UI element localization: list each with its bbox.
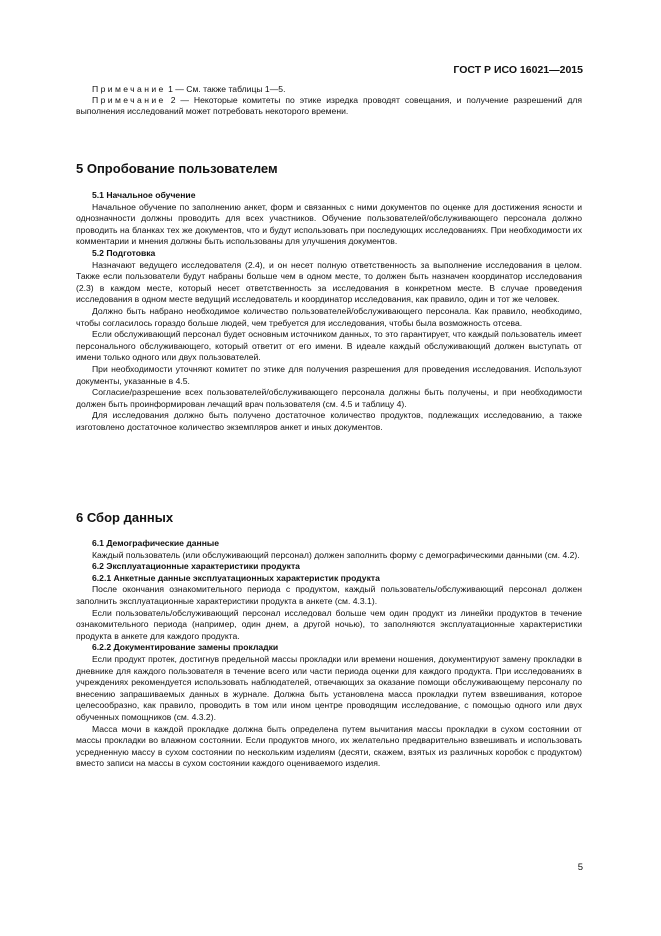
paragraph: Назначают ведущего исследователя (2.4), и он несет полную ответственность за выполнение исследования в целом. Также если пользователи будут набраны больше чем в одном месте, то должен быть назначен координатор исследования (2.3) в каждом месте, который несет ответственность за исследования в конкретном месте. В случае проведения исследования в одном месте ведущий исследователь и координатор исследования, как правило, один и тот же человек. bbox=[76, 259, 582, 305]
paragraph: Каждый пользователь (или обслуживающий персонал) должен заполнить форму с демографическими данными (см. 4.2). bbox=[92, 549, 580, 560]
note-2 bbox=[76, 95, 582, 117]
paragraph: Для исследования должно быть получено достаточное количество продуктов, подлежащих исследованию, а также изготовлено достаточное количество экземпляров анкет и иных документов. bbox=[76, 410, 582, 432]
section-6 bbox=[76, 510, 582, 770]
paragraph: Начальное обучение по заполнению анкет, форм и связанных с ними документов по оценке для достижения ясности и однозначности должны проводить для всех участников. Обучение пользователей/обслуживающего персонала должно проводить на бланках тех же документов, что и будут использовать при последующих исследованиях. При необходимости их комментарии и мнения должны быть использованы для улучшения документов. bbox=[76, 201, 582, 247]
paragraph: Согласие/разрешение всех пользователей/обслуживающего персонала должны быть получены, и при необходимости должен быть проинформирован лечащий врач пользователя (см. 4.5 и таблицу 4). bbox=[76, 387, 582, 409]
paragraph: После окончания ознакомительного периода с продуктом, каждый пользователь/обслуживающий персонал должен заполнить эксплуатационные характеристики продукта в анкете (см. 4.3.1). bbox=[76, 584, 582, 606]
paragraph: Если пользователь/обслуживающий персонал исследовал больше чем один продукт из линейки продуктов в течение ознакомительного периода (например, один днем, а другой ночью), то заполняются эксплуатационные характеристики продукта в анкете для каждого продукта. bbox=[76, 607, 582, 641]
note-2-label: Примечание bbox=[92, 95, 166, 106]
subsection-5-2-title: 5.2 Подготовка bbox=[92, 247, 156, 258]
page-number: 5 bbox=[577, 862, 583, 873]
paragraph: Если обслуживающий персонал будет основным источником данных, то это гарантирует, что каждый пользователь имеет персонального обслуживающего, который ответит от его имени. В идеале каждый обслуживающий должен выступать от имени только одного или двух пользователей. bbox=[76, 329, 582, 363]
note-1-text: 1 — См. также таблицы 1—5. bbox=[168, 84, 286, 94]
note-1-label: Примечание bbox=[92, 84, 166, 94]
paragraph: При необходимости уточняют комитет по этике для получения разрешения для проведения исследования. Используют документы, указанные в 4.5. bbox=[76, 363, 582, 386]
section-5 bbox=[76, 161, 582, 433]
subsection-6-2-2-title: 6.2.2 Документирование замены прокладки bbox=[92, 642, 279, 653]
subsection-5-1-title: 5.1 Начальное обучение bbox=[92, 190, 196, 200]
note-2-text: 2 — Некоторые комитеты по этике изредка проводят совещания, и получение разрешений для выполнения исследований может потребовать некоторого времени. bbox=[76, 95, 582, 117]
subsection-6-2-1-title: 6.2.1 Анкетные данные эксплуатационных характеристик продукта bbox=[92, 572, 380, 583]
section-5-title: 5 Опробование пользователем bbox=[76, 161, 278, 176]
note-1 bbox=[76, 84, 582, 95]
document-header: ГОСТ Р ИСО 16021—2015 bbox=[453, 64, 583, 76]
paragraph: Если продукт протек, достигнув предельной массы прокладки или времени ношения, документируют замену прокладки в дневнике для каждого пользователя в течение всего или части периода оценки для каждого продукта. При исследованиях в учреждениях рекомендуется использовать наблюдателей, отвечающих за оказание помощи обслуживающему персоналу по внесению запрашиваемых данных в журнале. Должна быть установлена масса прокладки путем взвешивания, которое целесообразно, как правило, проводить в том или ином центре проводящим исследование, с помощью одного или двух обученных помощников (см. 4.3.2). bbox=[76, 653, 582, 722]
notes-block bbox=[76, 84, 582, 118]
paragraph: Должно быть набрано необходимое количество пользователей/обслуживающего персонала. Как правило, необходимо, чтобы согласилось гораздо больше людей, чем требуется для исследования, чтобы была возможность отсева. bbox=[76, 305, 582, 328]
subsection-6-1-title: 6.1 Демографические данные bbox=[92, 538, 220, 548]
section-6-title: 6 Сбор данных bbox=[76, 510, 174, 525]
subsection-6-2-title: 6.2 Эксплуатационные характеристики продукта bbox=[92, 561, 300, 572]
paragraph: Масса мочи в каждой прокладке должна быть определена путем вычитания массы прокладки в сухом состоянии от массы прокладки во влажном состоянии. Если продуктов много, их желательно предварительно взвешивать и использовать усредненную массу в сухом состоянии по нескольким изделиям (десяти, скажем, взятых из различных коробок с продуктом) вместо записи на массы в сухом состоянии каждого оцениваемого изделия. bbox=[76, 723, 582, 769]
